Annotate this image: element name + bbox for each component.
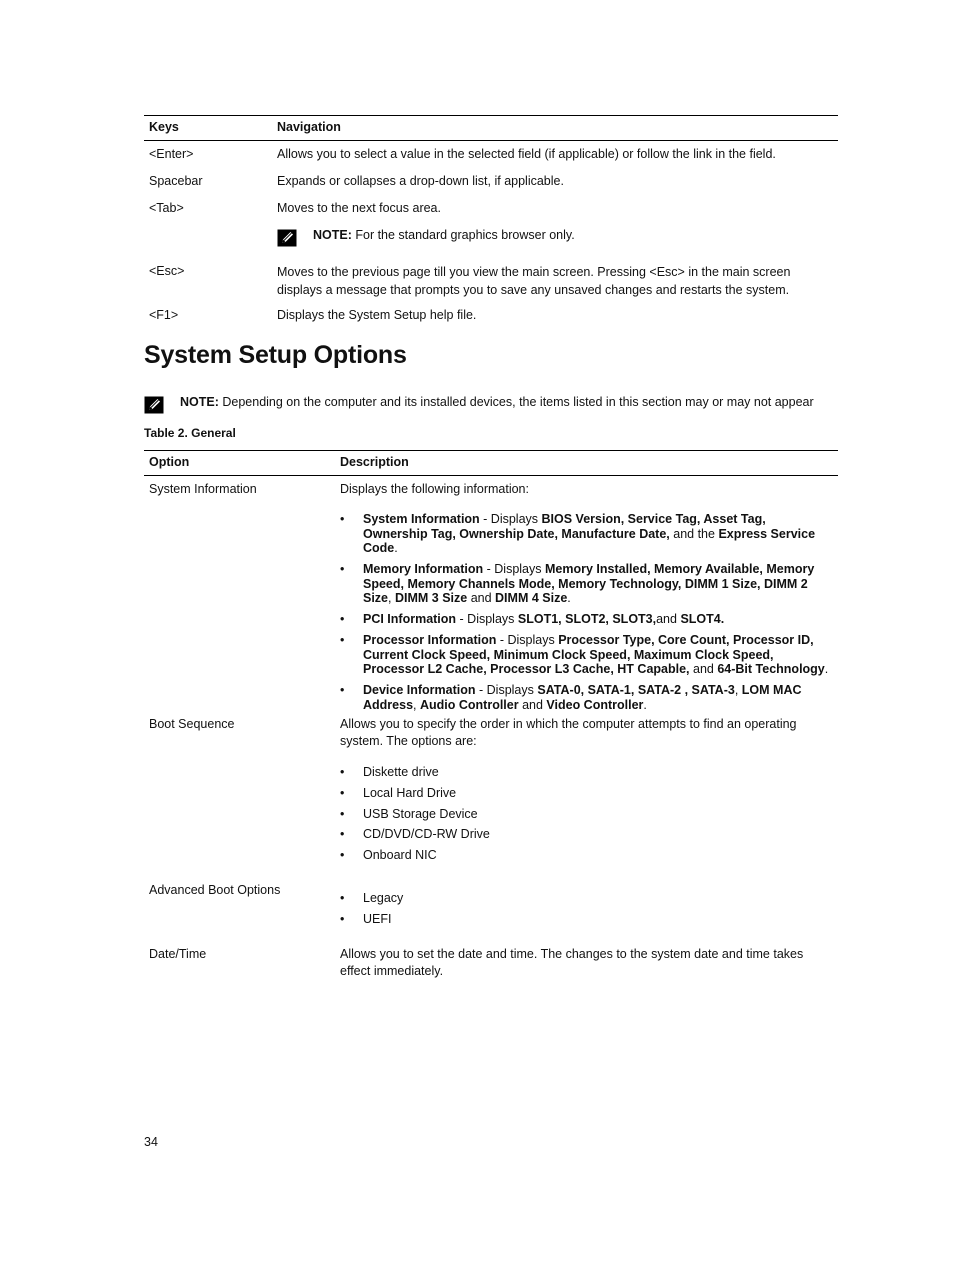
item-text: - Displays (456, 612, 518, 626)
item-text: - Displays (479, 512, 542, 526)
list-item (340, 847, 830, 864)
nav-desc-spacebar: Expands or collapses a drop-down list, if applicable. (277, 174, 564, 188)
system-information-item (340, 683, 830, 712)
list-item-text: Legacy (363, 891, 404, 905)
nav-desc-f1: Displays the System Setup help file. (277, 308, 477, 322)
bullet-dot: • (340, 562, 345, 576)
table2-top-rule (144, 450, 838, 451)
table2-header-option: Option (149, 455, 190, 469)
section-note-body: Depending on the computer and its installed devices, the items listed in this section may or may not appear (218, 395, 814, 409)
nav-key-f1: <F1> (149, 308, 179, 322)
system-information-list (340, 512, 830, 719)
item-text: - Displays (496, 633, 559, 647)
boot-sequence-desc: Allows you to specify the order in which the computer attempts to find an operating system. The options are: (340, 717, 797, 748)
nav-table-top-rule (144, 115, 838, 116)
item-text: BIOS Version, Service Tag, Asset Tag, Ownership Tag, Ownership Date, Manufacture Date, (363, 512, 766, 541)
system-information-item (340, 612, 830, 627)
section-note (180, 394, 848, 411)
system-information-item (340, 633, 830, 677)
item-text: , (388, 591, 395, 605)
list-item-text: Diskette drive (363, 765, 439, 779)
item-text: and (467, 591, 496, 605)
list-item (340, 890, 830, 907)
item-text: 64-Bit Technology (717, 662, 825, 676)
nav-desc-tab: Moves to the next focus area. (277, 201, 441, 215)
item-text: LOM MAC Address (363, 683, 802, 712)
item-text: SATA-0, SATA-1, SATA-2 , SATA-3 (537, 683, 735, 697)
item-text: . (394, 541, 398, 555)
bullet-dot: • (340, 827, 345, 842)
system-information-item (340, 562, 830, 606)
bullet-dot: • (340, 806, 345, 821)
bullet-dot: • (340, 683, 345, 697)
nav-key-esc: <Esc> (149, 264, 185, 278)
item-text: Express Service Code (363, 526, 816, 555)
section-note-label: NOTE: (180, 395, 219, 409)
item-text: and (656, 612, 681, 626)
item-text: . (567, 591, 571, 605)
nav-header-keys: Keys (149, 120, 179, 134)
nav-key-spacebar: Spacebar (149, 174, 203, 188)
date-time-desc: Allows you to set the date and time. The changes to the system date and time takes effect immediately. (340, 947, 804, 978)
bullet-dot: • (340, 765, 345, 779)
list-item-text: Onboard NIC (363, 848, 437, 863)
list-item-text: CD/DVD/CD-RW Drive (363, 827, 490, 842)
bullet-dot: • (340, 911, 345, 926)
item-text: Device Information (363, 683, 476, 697)
item-text: PCI Information (363, 612, 457, 626)
system-information-item (340, 512, 830, 556)
bullet-dot: • (340, 512, 345, 526)
page-number: 34 (144, 1135, 158, 1149)
item-text: and (518, 697, 547, 712)
item-text: Memory Information (363, 562, 484, 576)
bullet-dot: • (340, 633, 345, 647)
item-text: System Information (363, 512, 480, 526)
list-item-text: UEFI (363, 911, 392, 926)
item-text: DIMM 4 Size (495, 591, 568, 605)
bullet-dot: • (340, 785, 345, 800)
advanced-boot-list (340, 890, 830, 932)
item-text: . (824, 662, 829, 676)
list-item (340, 806, 830, 823)
item-text: DIMM 3 Size (394, 591, 468, 605)
note-pencil-icon (144, 396, 164, 414)
item-text: SLOT4. (680, 612, 725, 626)
item-text: Processor Information (363, 633, 497, 647)
table2-header-rule (144, 475, 838, 476)
option-date-time: Date/Time (149, 947, 207, 961)
item-text: - Displays (483, 562, 545, 576)
nav-header-navigation: Navigation (277, 120, 341, 134)
nav-key-enter: <Enter> (149, 147, 194, 161)
note-pencil-icon (277, 229, 297, 247)
nav-desc-enter: Allows you to select a value in the selected field (if applicable) or follow the link in the field. (277, 147, 776, 161)
tab-note-label: NOTE: (313, 228, 352, 242)
bullet-dot: • (340, 891, 345, 905)
list-item (340, 785, 830, 802)
tab-note-body: For the standard graphics browser only. (351, 228, 575, 242)
item-text: Audio Controller (419, 697, 519, 712)
list-item (340, 764, 830, 781)
item-text: . (643, 697, 647, 712)
bullet-dot: • (340, 612, 345, 626)
section-title: System Setup Options (144, 341, 407, 369)
option-advanced-boot: Advanced Boot Options (149, 883, 281, 897)
list-item-text: Local Hard Drive (363, 785, 457, 800)
item-text: Processor Type, Core Count, Processor ID, Current Clock Speed, Minimum Clock Speed, Maximum Clock Speed, Processor L2 Cache, Processor L3 Cache, HT Capable, (363, 633, 814, 676)
table-caption: Table 2. General (144, 426, 236, 440)
nav-header-rule (144, 140, 838, 141)
item-text: and the (669, 526, 719, 541)
item-text: , (734, 683, 742, 697)
nav-key-tab: <Tab> (149, 201, 184, 215)
list-item (340, 826, 830, 843)
list-item-text: USB Storage Device (363, 806, 478, 821)
item-text: and (689, 662, 718, 676)
list-item (340, 911, 830, 928)
bullet-dot: • (340, 848, 345, 863)
system-information-intro: Displays the following information: (340, 482, 529, 496)
item-text: Memory Installed, Memory Available, Memory Speed, Memory Channels Mode, Memory Technology, DIMM 1 Size, DIMM 2 Size (363, 562, 815, 605)
option-system-information: System Information (149, 482, 257, 496)
option-boot-sequence: Boot Sequence (149, 717, 235, 731)
item-text: Video Controller (546, 697, 644, 712)
item-text: SLOT1, SLOT2, SLOT3, (517, 612, 657, 626)
nav-desc-esc: Moves to the previous page till you view the main screen. Pressing <Esc> in the main screen displays a message that prompts you to save any unsaved changes and restarts the system. (277, 265, 791, 297)
table2-header-description: Description (340, 455, 409, 469)
item-text: - Displays (475, 683, 538, 697)
item-text: , (413, 697, 420, 712)
tab-note-text (313, 227, 575, 244)
boot-sequence-list (340, 764, 830, 868)
